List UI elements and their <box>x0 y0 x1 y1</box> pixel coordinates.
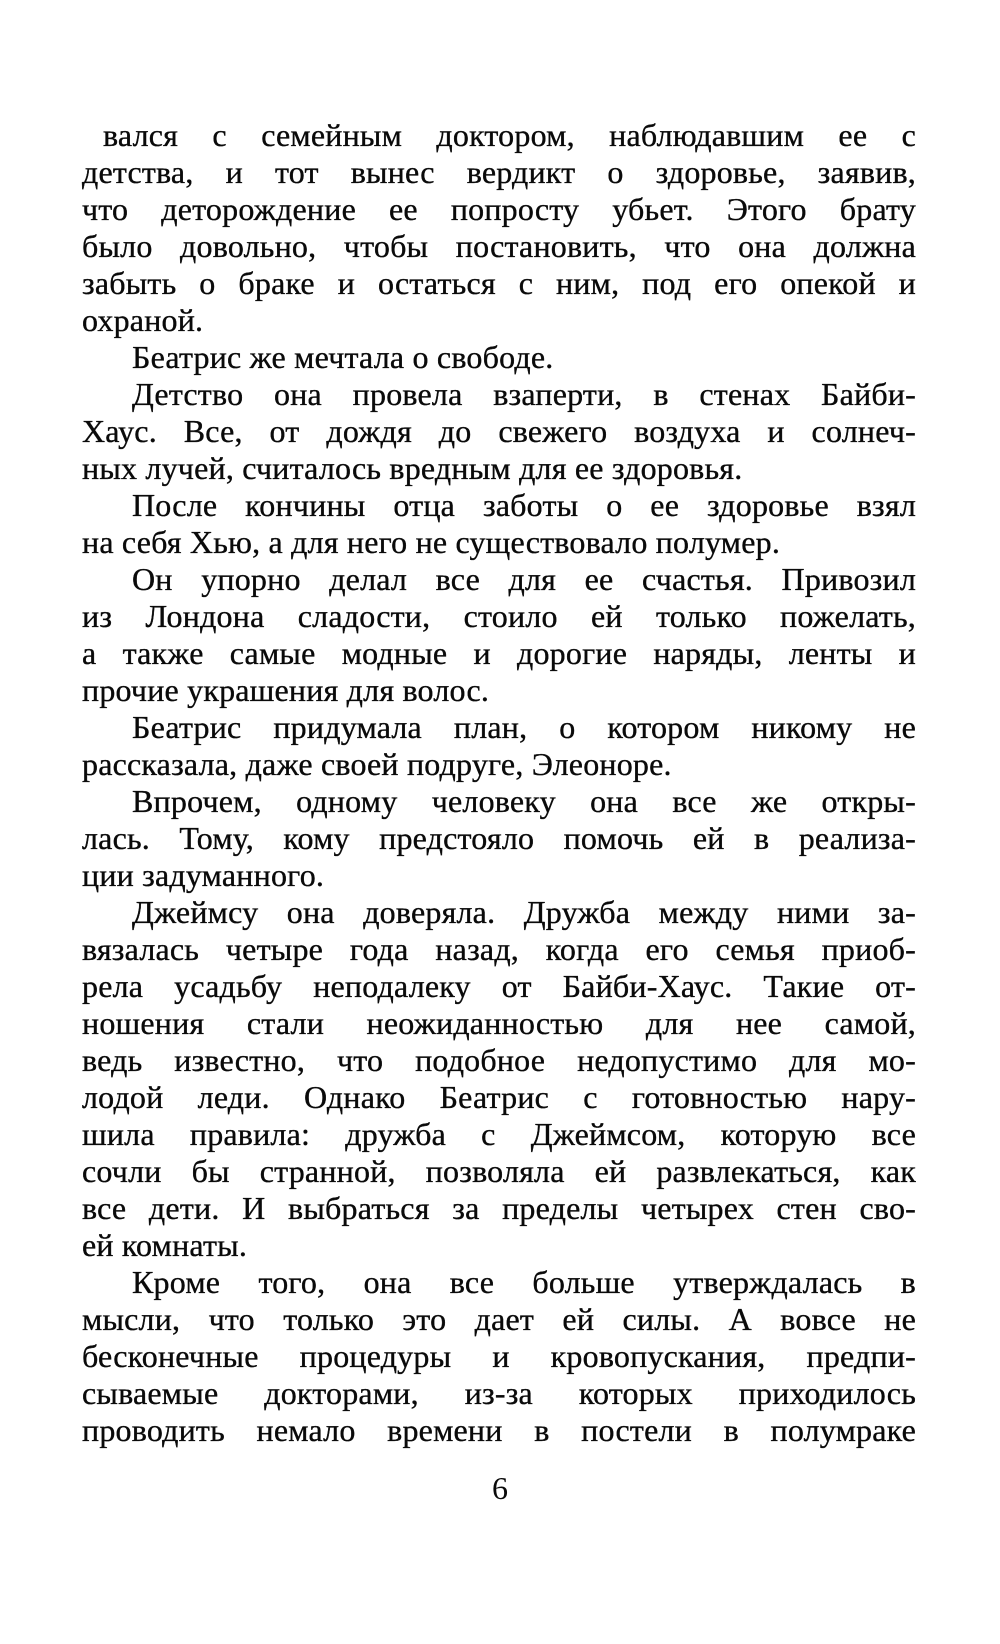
text-line: из Лондона сладости, стоило ей только пожелать, <box>82 598 916 634</box>
text-line: лась. Тому, кому предстояло помочь ей в реализа- <box>82 820 916 856</box>
text-line: ции задуманного. <box>82 857 325 893</box>
text-line: проводить немало времени в постели в полумраке <box>82 1412 916 1448</box>
text-line: Впрочем, одному человеку она все же откры- <box>132 783 916 819</box>
text-line: Он упорно делал все для ее счастья. Привозил <box>132 561 916 597</box>
text-line: сочли бы странной, позволяла ей развлекаться, как <box>82 1153 916 1189</box>
text-line: забыть о браке и остаться с ним, под его опекой и <box>82 265 916 301</box>
page-number: 6 <box>492 1470 508 1506</box>
text-line: ей комнаты. <box>82 1227 248 1263</box>
text-line: вался с семейным доктором, наблюдавшим ее с <box>103 117 916 153</box>
text-line: Кроме того, она все больше утверждалась в <box>132 1264 916 1300</box>
text-line: мысли, что только это дает ей силы. А вовсе не <box>82 1301 916 1337</box>
text-line: рела усадьбу неподалеку от Байби-Хаус. Такие от- <box>82 968 916 1004</box>
text-line: детства, и тот вынес вердикт о здоровье, заявив, <box>82 154 916 190</box>
text-line: прочие украшения для волос. <box>82 672 490 708</box>
text-line: Детство она провела взаперти, в стенах Байби- <box>132 376 916 412</box>
text-line: что деторождение ее попросту убьет. Этого брату <box>82 191 916 227</box>
text-line: Беатрис же мечтала о свободе. <box>132 339 554 375</box>
text-line: рассказала, даже своей подруге, Элеоноре. <box>82 746 672 782</box>
text-line: шила правила: дружба с Джеймсом, которую все <box>82 1116 916 1152</box>
text-line: а также самые модные и дорогие наряды, ленты и <box>82 635 916 671</box>
text-line: лодой леди. Однако Беатрис с готовностью нару- <box>82 1079 916 1115</box>
text-line: Джеймсу она доверяла. Дружба между ними за- <box>132 894 916 930</box>
text-line: Хаус. Все, от дождя до свежего воздуха и солнеч- <box>82 413 916 449</box>
text-line: ношения стали неожиданностью для нее самой, <box>82 1005 916 1041</box>
text-line: ведь известно, что подобное недопустимо для мо- <box>82 1042 916 1078</box>
text-line: ных лучей, считалось вредным для ее здоровья. <box>82 450 743 486</box>
text-line: все дети. И выбраться за пределы четырех стен сво- <box>82 1190 916 1226</box>
text-line: вязалась четыре года назад, когда его семья приоб- <box>82 931 916 967</box>
text-line: было довольно, чтобы постановить, что она должна <box>82 228 916 264</box>
text-line: Беатрис придумала план, о котором никому не <box>132 709 916 745</box>
text-line: После кончины отца заботы о ее здоровье взял <box>132 487 916 523</box>
text-line: на себя Хью, а для него не существовало полумер. <box>82 524 781 560</box>
text-line: сываемые докторами, из-за которых приходилось <box>82 1375 916 1411</box>
text-line: бесконечные процедуры и кровопускания, предпи- <box>82 1338 916 1374</box>
text-line: охраной. <box>82 302 204 338</box>
